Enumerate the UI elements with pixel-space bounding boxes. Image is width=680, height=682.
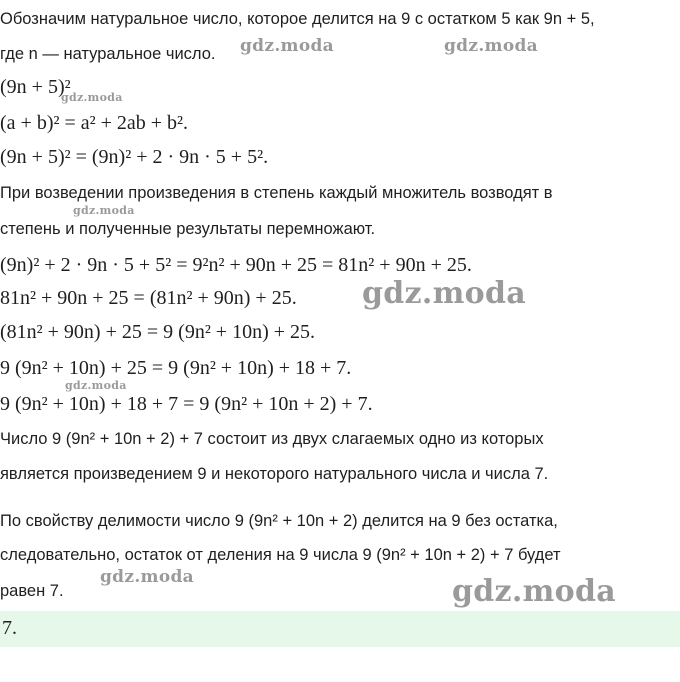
text-line: По свойству делимости число 9 (9n² + 10n + 2) делится на 9 без остатка, bbox=[0, 512, 558, 530]
watermark-logo: gdz.moda bbox=[61, 91, 123, 104]
math-line: 9 (9n² + 10n) + 25 = 9 (9n² + 10n) + 18 + 7. bbox=[0, 357, 352, 379]
text-line: следовательно, остаток от деления на 9 числа 9 (9n² + 10n + 2) + 7 будет bbox=[0, 546, 561, 564]
watermark-logo: gdz.moda bbox=[65, 379, 127, 392]
text-line: При возведении произведения в степень каждый множитель возводят в bbox=[0, 184, 553, 202]
text-line: где n — натуральное число. bbox=[0, 45, 216, 63]
watermark-logo: gdz.moda bbox=[73, 204, 135, 217]
text-line: Обозначим натуральное число, которое делится на 9 с остатком 5 как 9n + 5, bbox=[0, 10, 595, 28]
answer-box bbox=[0, 611, 680, 647]
text-line: Число 9 (9n² + 10n + 2) + 7 состоит из двух слагаемых одно из которых bbox=[0, 430, 544, 448]
math-line: (9n + 5)² = (9n)² + 2 · 9n · 5 + 5². bbox=[0, 146, 269, 168]
watermark-logo: gdz.moda bbox=[362, 276, 527, 311]
watermark-logo: gdz.moda bbox=[240, 36, 334, 56]
math-line: (81n² + 90n) + 25 = 9 (9n² + 10n) + 25. bbox=[0, 321, 316, 343]
text-line: равен 7. bbox=[0, 582, 64, 600]
text-line: является произведением 9 и некоторого натурального числа и числа 7. bbox=[0, 465, 549, 483]
watermark-logo: gdz.moda bbox=[100, 567, 194, 587]
math-line: (a + b)² = a² + 2ab + b². bbox=[0, 112, 189, 134]
answer-value: 7. bbox=[2, 617, 17, 639]
watermark-logo: gdz.moda bbox=[444, 36, 538, 56]
math-line: 9 (9n² + 10n) + 18 + 7 = 9 (9n² + 10n + 2) + 7. bbox=[0, 393, 373, 415]
text-line: степень и полученные результаты перемножают. bbox=[0, 220, 376, 238]
math-line: (9n + 5)² bbox=[0, 76, 71, 98]
watermark-logo: gdz.moda bbox=[452, 574, 617, 609]
math-line: 81n² + 90n + 25 = (81n² + 90n) + 25. bbox=[0, 287, 297, 309]
math-line: (9n)² + 2 · 9n · 5 + 5² = 9²n² + 90n + 25 = 81n² + 90n + 25. bbox=[0, 254, 472, 276]
